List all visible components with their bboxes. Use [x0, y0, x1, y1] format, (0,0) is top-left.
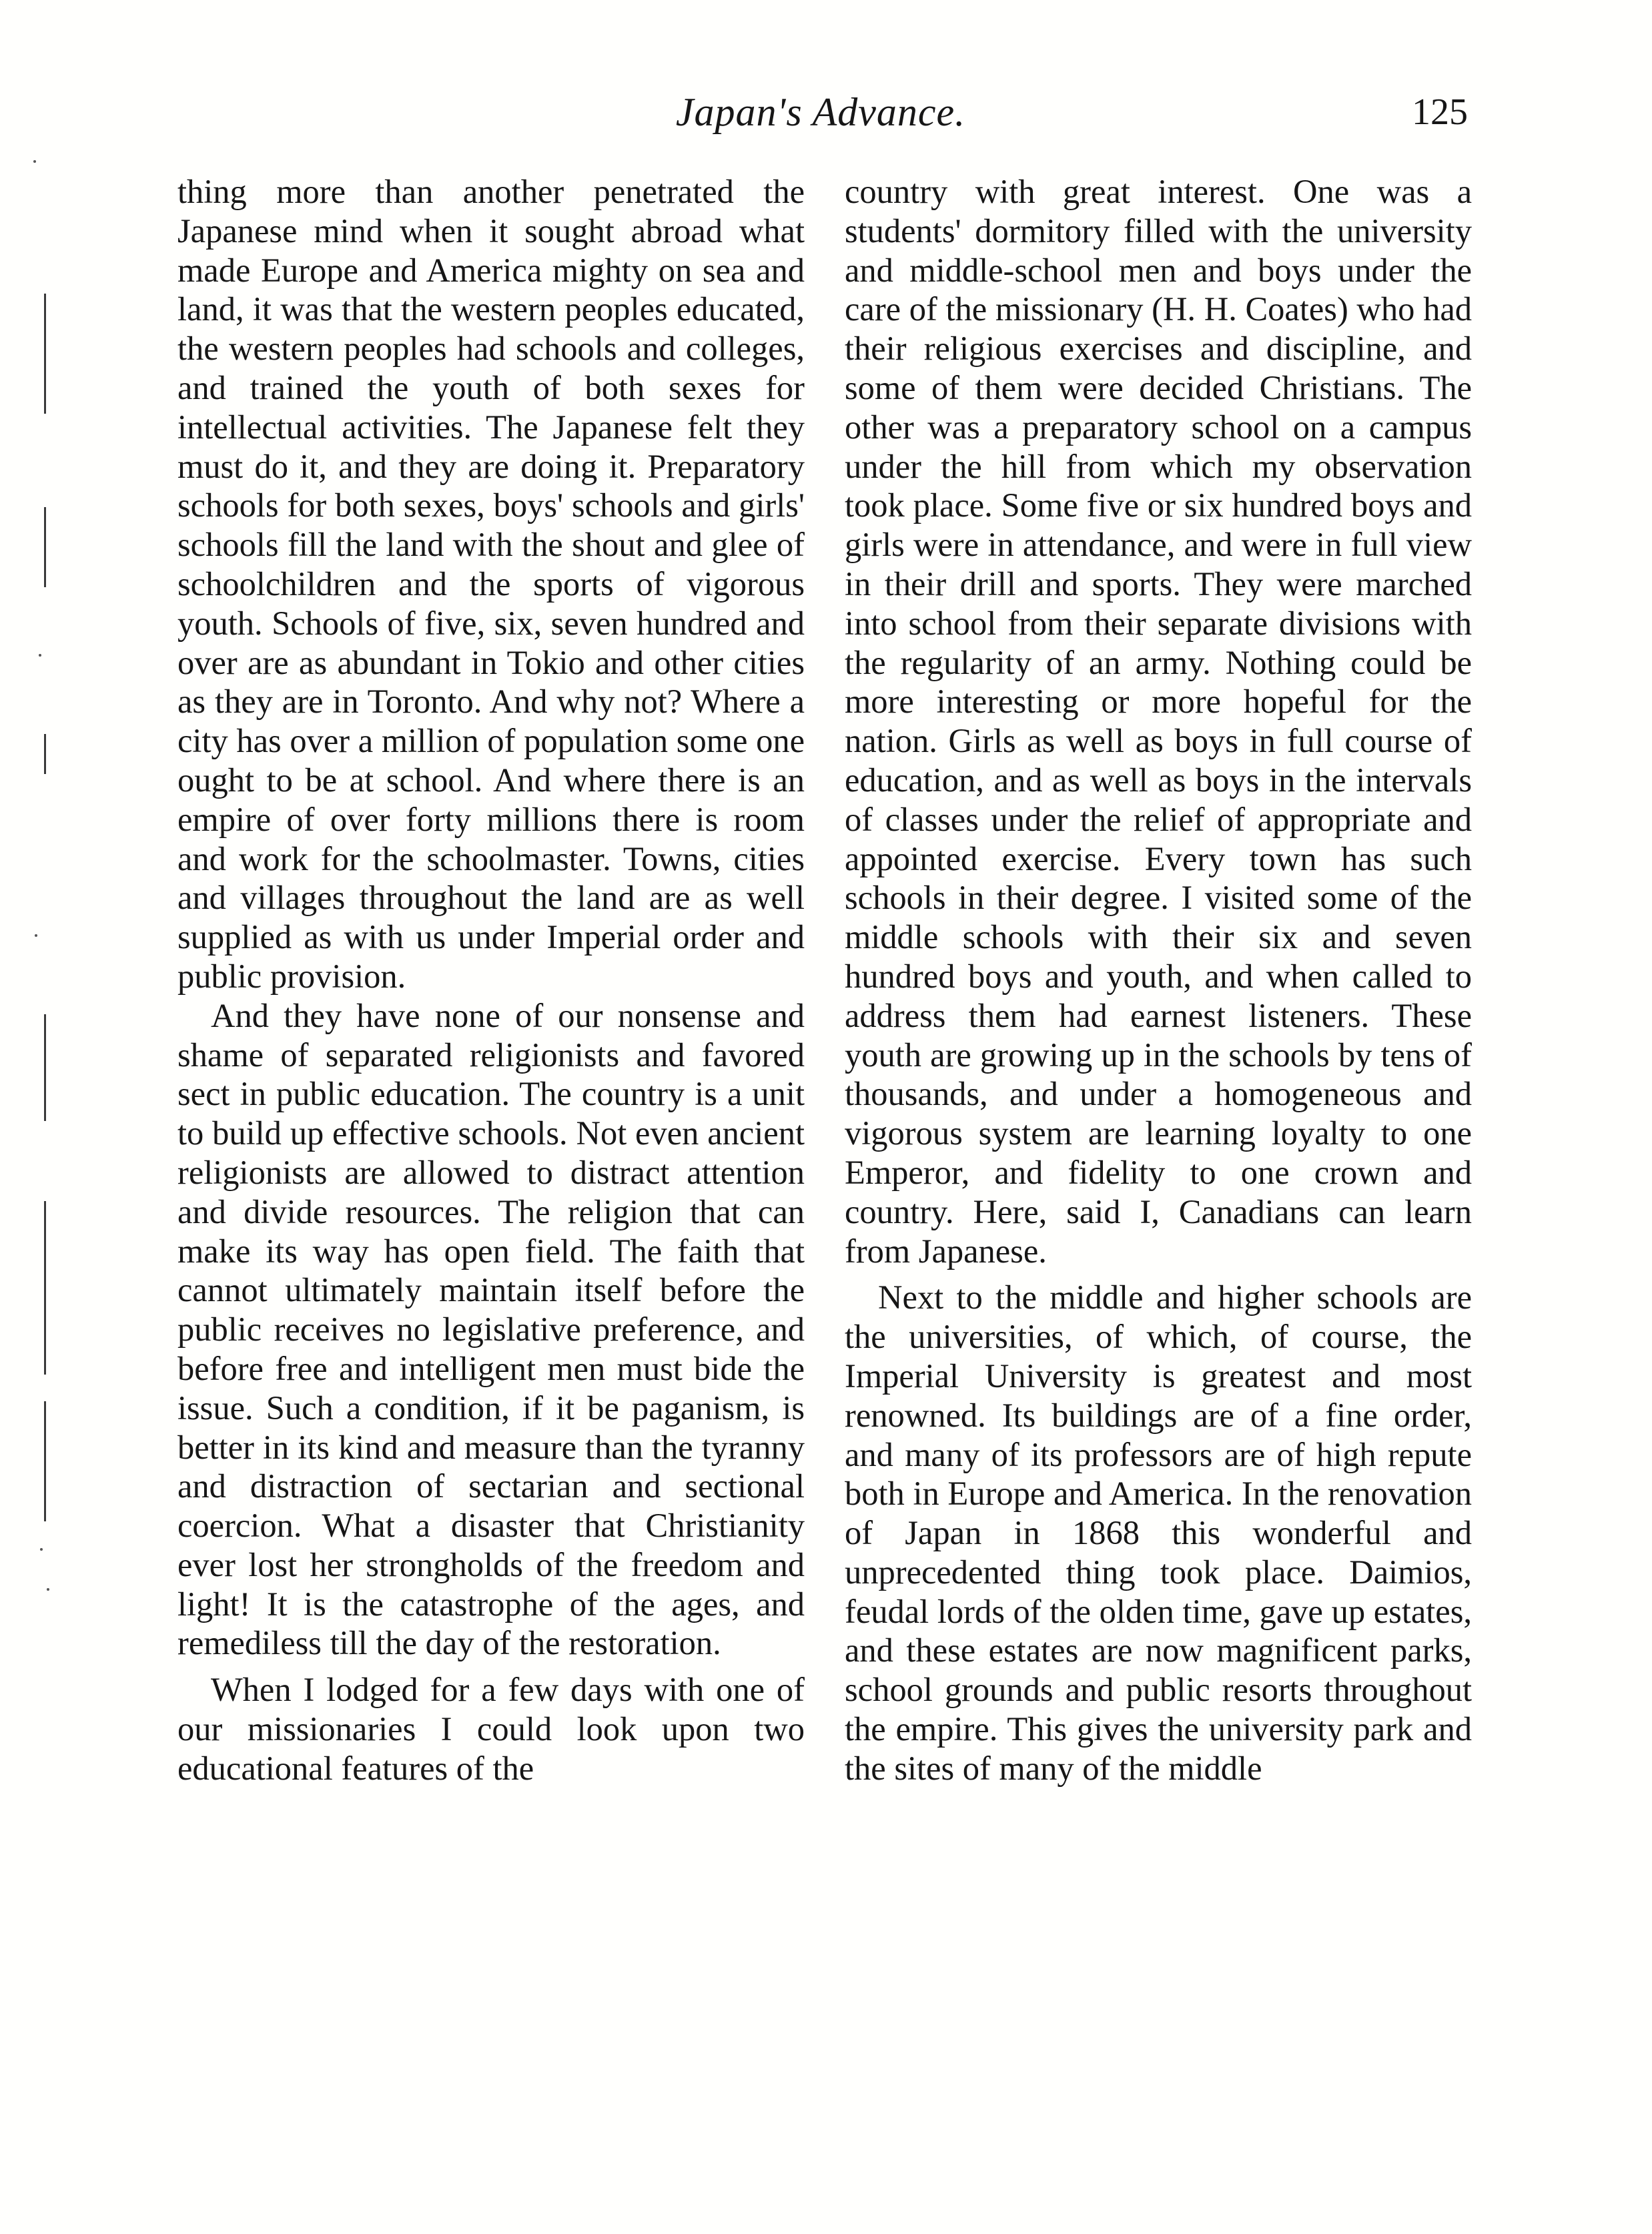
left-column: [177, 172, 805, 1788]
gutter-line: [44, 294, 46, 414]
running-head: [173, 85, 1468, 145]
binding-gutter-marks: [20, 133, 60, 1601]
right-column: [845, 172, 1472, 1788]
gutter-line: [44, 1201, 46, 1375]
gutter-line: [44, 734, 46, 774]
paragraph: And they have none of our nonsense and shame of separated religionists and favored sect in public education. The country is a unit to build up effective schools. Not even ancient religionists are allowed to distract attention and divide resources. The religion that can make its way has open field. The faith that cannot ultimately maintain itself before the public receives no legislative preference, and before free and intelligent men must bide the issue. Such a condition, if it be paganism, is better in its kind and measure than the tyranny and distraction of sectarian and sectional coercion. What a disaster that Christianity ever lost her strongholds of the freedom and light! It is the catastrophe of the ages, and remediless till the day of the restoration.: [177, 996, 805, 1662]
page-number: 125: [1412, 91, 1468, 133]
paragraph: Next to the middle and higher schools are the universities, of which, of course, the Imperial University is greatest and most renowned. Its buildings are of a fine order, and many of its professors are of high repute both in Europe and America. In the renovation of Japan in 1868 this wonderful and unprecedented thing took place. Daimios, feudal lords of the olden time, gave up estates, and these estates are now magnificent parks, school grounds and public resorts throughout the empire. This gives the university park and the sites of many of the middle: [845, 1278, 1472, 1787]
speck: [47, 1588, 49, 1591]
paragraph: When I lodged for a few days with one of our missionaries I could look upon two educational features of the: [177, 1671, 805, 1787]
speck: [39, 654, 41, 657]
speck: [35, 934, 37, 937]
paragraph: country with great interest. One was a students' dormitory filled with the university and middle-school men and boys under the care of the missionary (H. H. Coates) who had their religious exercises and discipline, and some of them were decided Christians. The other was a preparatory school on a campus under the hill from which my observation took place. Some five or six hundred boys and girls were in attendance, and were in full view in their drill and sports. They were marched into school from their separate divisions with the regularity of an army. Nothing could be more interesting or more hopeful for the nation. Girls as well as boys in full course of education, and as well as boys in the intervals of classes under the relief of appropriate and appointed exercise. Every town has such schools in their degree. I visited some of the middle schools with their six and seven hundred boys and youth, and when called to address them had earnest listeners. These youth are growing up in the schools by tens of thousands, and under a homogeneous and vigorous system are learning loyalty to one Emperor, and fidelity to one crown and country. Here, said I, Canadians can learn from Japanese.: [845, 173, 1472, 1270]
gutter-line: [44, 1401, 46, 1521]
speck: [40, 1548, 43, 1551]
gutter-line: [44, 507, 46, 587]
speck: [33, 160, 36, 163]
running-title: Japan's Advance.: [675, 90, 966, 134]
gutter-line: [44, 1014, 46, 1121]
paragraph: thing more than another penetrated the Japanese mind when it sought abroad what made Europe and America mighty on sea and land, it was that the western peoples educated, the western peoples had schools and colleges, and trained the youth of both sexes for intellectual activities. The Japanese felt they must do it, and they are doing it. Preparatory schools for both sexes, boys' schools and girls' schools fill the land with the shout and glee of schoolchildren and the sports of vigorous youth. Schools of five, six, seven hundred and over are as abundant in Tokio and other cities as they are in Toronto. And why not? Where a city has over a million of population some one ought to be at school. And where there is an empire of over forty millions there is room and work for the schoolmaster. Towns, cities and villages throughout the land are as well supplied as with us under Imperial order and public provision.: [177, 173, 805, 995]
